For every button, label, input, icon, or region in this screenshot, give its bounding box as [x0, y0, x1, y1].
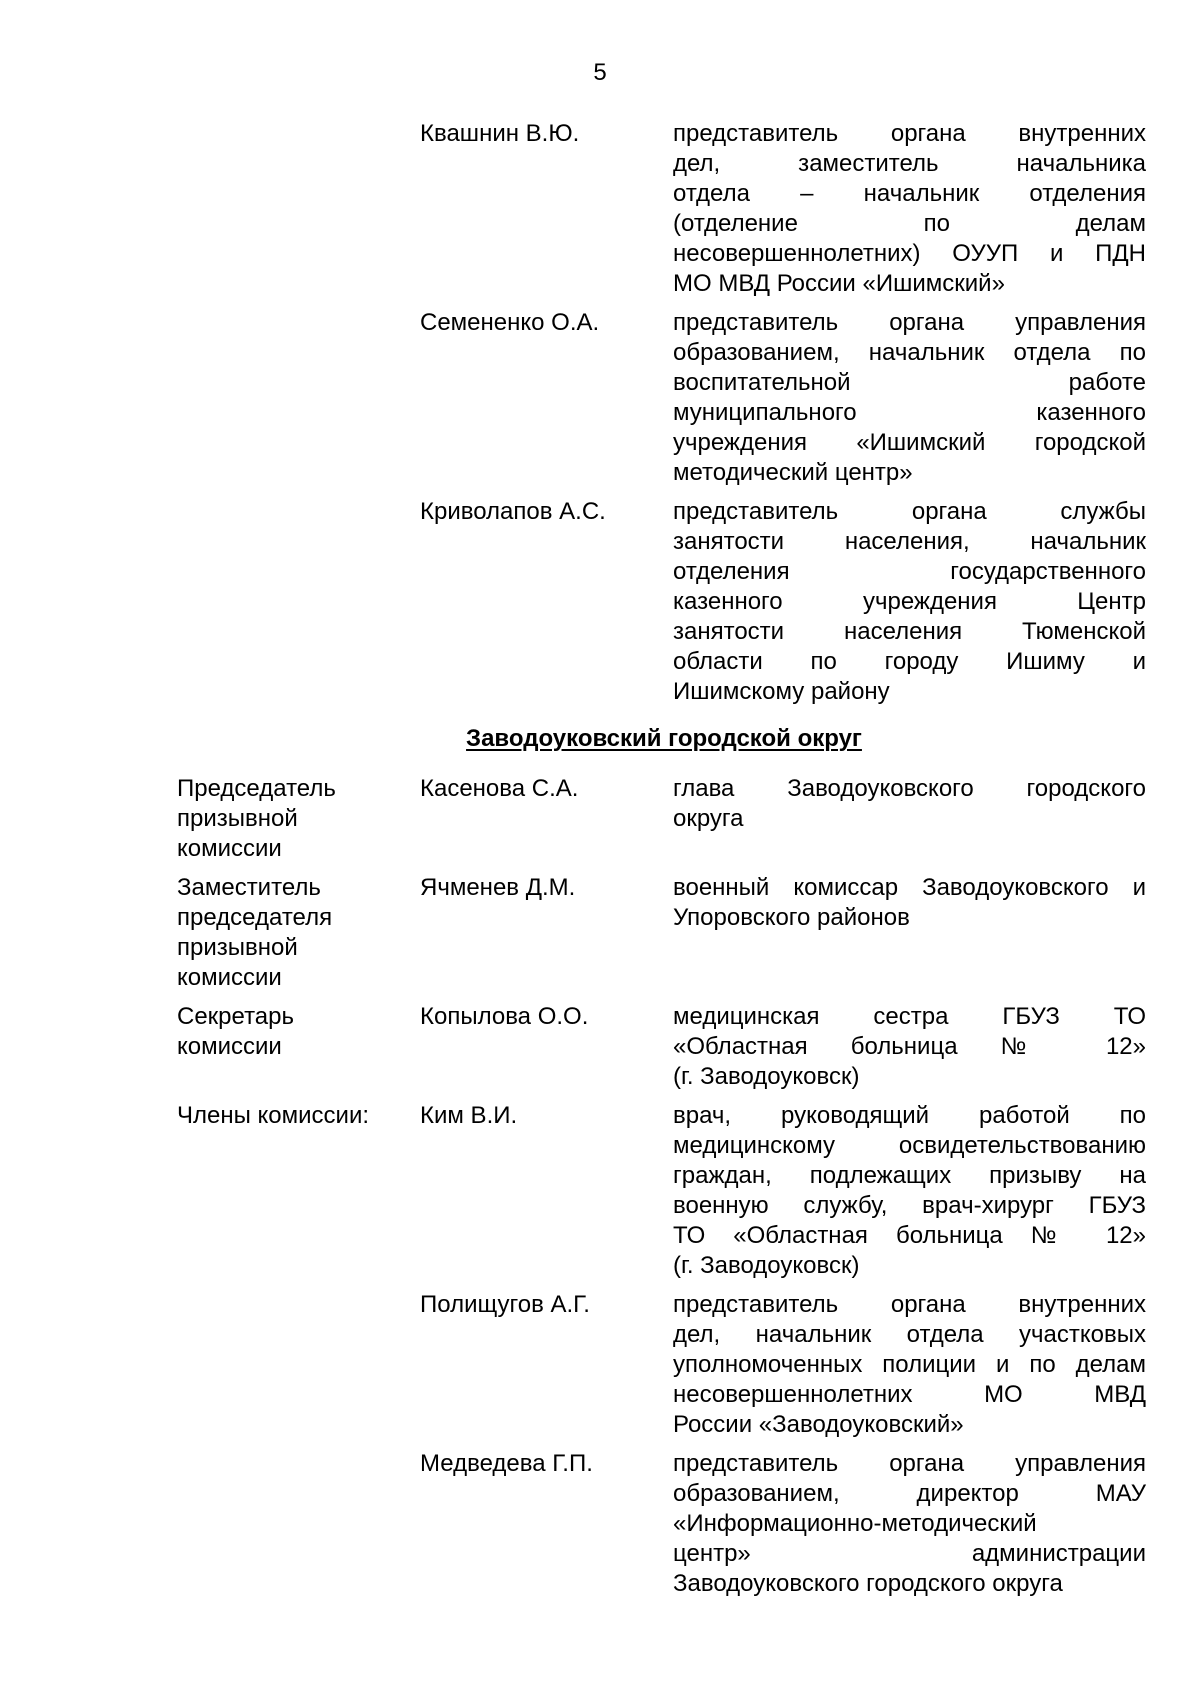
description-line: несовершеннолетних МО МВД: [673, 1381, 1146, 1408]
role-line: Секретарь: [177, 1003, 294, 1030]
member-description: [673, 1101, 1146, 1281]
description-line: представитель органа внутренних: [673, 120, 1146, 147]
member-name: Касенова С.А.: [420, 775, 579, 802]
role-line: комиссии: [177, 1033, 282, 1060]
description-line: (г. Заводоуковск): [673, 1063, 860, 1090]
member-name: Семененко О.А.: [420, 309, 600, 336]
description-line: (отделение по делам: [673, 210, 1146, 237]
description-line: области по городу Ишиму и: [673, 648, 1146, 675]
section-heading: Заводоуковский городской округ: [466, 725, 862, 752]
member-description: [673, 1002, 1146, 1092]
description-line: учреждения «Ишимский городской: [673, 429, 1146, 456]
description-line: отдела – начальник отделения: [673, 180, 1146, 207]
description-line: граждан, подлежащих призыву на: [673, 1162, 1146, 1189]
member-description: [673, 1290, 1146, 1440]
description-line: «Областная больница № 12»: [673, 1033, 1146, 1060]
description-line: центр» администрации: [673, 1540, 1146, 1567]
description-line: дел, заместитель начальника: [673, 150, 1146, 177]
role-line: комиссии: [177, 835, 282, 862]
description-line: представитель органа управления: [673, 1450, 1146, 1477]
description-line: уполномоченных полиции и по делам: [673, 1351, 1146, 1378]
description-line: занятости населения Тюменской: [673, 618, 1146, 645]
role-line: председателя: [177, 904, 333, 931]
description-line: Заводоуковского городского округа: [673, 1570, 1063, 1597]
member-name: Квашнин В.Ю.: [420, 120, 580, 147]
role-line: призывной: [177, 805, 298, 832]
role-line: призывной: [177, 934, 298, 961]
description-line: медицинскому освидетельствованию: [673, 1132, 1146, 1159]
member-role: [177, 873, 402, 993]
page-number: 5: [593, 59, 607, 86]
role-line: Заместитель: [177, 874, 321, 901]
description-line: отделения государственного: [673, 558, 1146, 585]
description-line: образованием, начальник отдела по: [673, 339, 1146, 366]
description-line: военную службу, врач-хирург ГБУЗ: [673, 1192, 1146, 1219]
description-line: медицинская сестра ГБУЗ ТО: [673, 1003, 1146, 1030]
description-line: МО МВД России «Ишимский»: [673, 270, 1005, 297]
member-name: Копылова О.О.: [420, 1003, 589, 1030]
description-line: врач, руководящий работой по: [673, 1102, 1146, 1129]
description-line: дел, начальник отдела участковых: [673, 1321, 1146, 1348]
member-role: [177, 1101, 402, 1131]
member-name: Медведева Г.П.: [420, 1450, 593, 1477]
member-role: [177, 774, 402, 864]
member-role: [177, 1002, 402, 1062]
description-line: России «Заводоуковский»: [673, 1411, 964, 1438]
description-line: воспитательной работе: [673, 369, 1146, 396]
description-line: «Информационно-методический: [673, 1510, 1037, 1537]
description-line: несовершеннолетних) ОУУП и ПДН: [673, 240, 1146, 267]
member-name: Ячменев Д.М.: [420, 874, 576, 901]
member-description: [673, 1449, 1146, 1599]
description-line: (г. Заводоуковск): [673, 1252, 860, 1279]
description-line: военный комиссар Заводоуковского и: [673, 874, 1146, 901]
description-line: ТО «Областная больница № 12»: [673, 1222, 1146, 1249]
description-line: методический центр»: [673, 459, 913, 486]
description-line: муниципального казенного: [673, 399, 1146, 426]
description-line: Ишимскому району: [673, 678, 890, 705]
description-line: казенного учреждения Центр: [673, 588, 1146, 615]
member-description: [673, 774, 1146, 834]
description-line: представитель органа управления: [673, 309, 1146, 336]
member-name: Ким В.И.: [420, 1102, 518, 1129]
description-line: округа: [673, 805, 744, 832]
role-line: Председатель: [177, 775, 336, 802]
role-line: Члены комиссии:: [177, 1102, 370, 1129]
description-line: занятости населения, начальник: [673, 528, 1146, 555]
description-line: глава Заводоуковского городского: [673, 775, 1146, 802]
description-line: представитель органа службы: [673, 498, 1146, 525]
member-name: Криволапов А.С.: [420, 498, 606, 525]
member-description: [673, 873, 1146, 933]
role-line: комиссии: [177, 964, 282, 991]
description-line: Упоровского районов: [673, 904, 910, 931]
description-line: представитель органа внутренних: [673, 1291, 1146, 1318]
description-line: образованием, директор МАУ: [673, 1480, 1146, 1507]
member-name: Полищугов А.Г.: [420, 1291, 590, 1318]
